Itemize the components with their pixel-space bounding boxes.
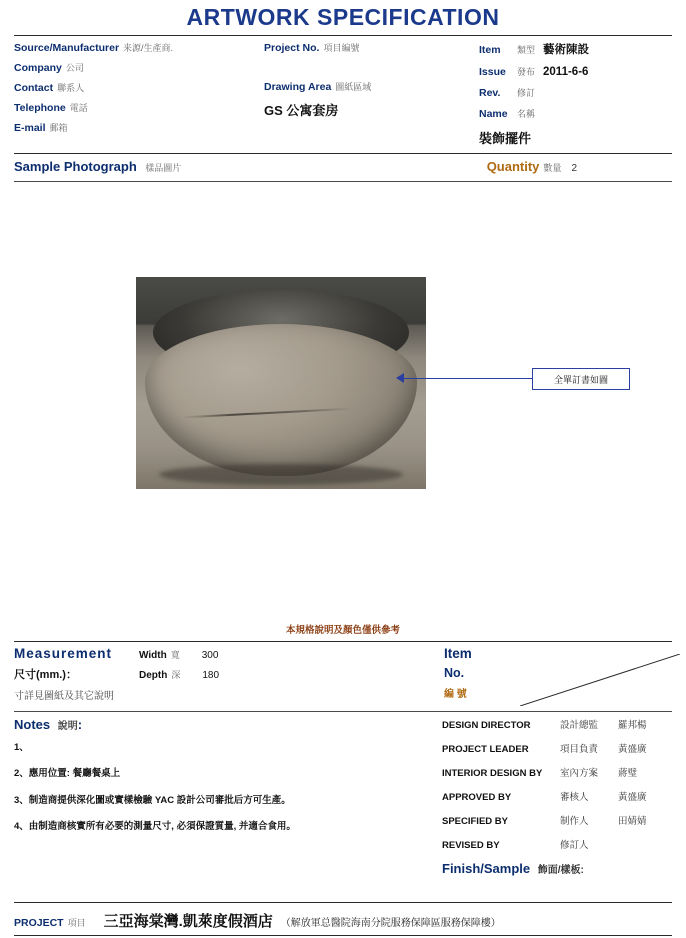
signature-label: SPECIFIED BY (442, 816, 508, 827)
field-telephone (14, 101, 264, 114)
document-title-bar (14, 0, 672, 33)
width-label: Width (139, 650, 167, 661)
section-title-label: Sample Photograph (14, 159, 137, 174)
spacer (264, 61, 479, 80)
header-info-block (14, 36, 672, 151)
field-contact (14, 81, 264, 94)
signature-label-cn: 室內方案 (560, 768, 599, 779)
notes-column (14, 717, 442, 876)
field-label: Contact (14, 82, 54, 94)
footer-project-label-cn: 項目 (67, 918, 86, 928)
measurement-depth-row (14, 666, 444, 682)
signature-row-specified-by (442, 813, 672, 827)
field-label-cn: 類型 (517, 45, 536, 55)
field-label-cn: 圖紙區域 (335, 82, 372, 92)
depth-value: 180 (202, 670, 220, 681)
field-label: Name (479, 108, 508, 120)
quantity-value: 2 (571, 163, 577, 174)
callout-leader-line (399, 378, 532, 379)
measurement-width-row (14, 646, 444, 661)
signature-value: 黃盛廣 (618, 792, 647, 803)
finish-sample-row (442, 861, 672, 876)
field-label-cn: 修訂 (517, 88, 536, 98)
field-label: Rev. (479, 87, 501, 99)
item-no-label-cn: 編 號 (444, 689, 467, 700)
section-title-label-cn: 樣品圖片 (145, 163, 182, 173)
field-label: Item (479, 44, 501, 56)
finish-sample-label-cn: 飾面/樣板: (537, 865, 584, 876)
signature-row-interior-design-by (442, 765, 672, 779)
signature-label-cn: 制作人 (560, 816, 589, 827)
depth-label: Depth (139, 670, 168, 681)
measurement-note: 寸詳見圖紙及其它說明 (14, 691, 114, 702)
disclaimer-note: 本規格說明及顏色僅供參考 (285, 625, 400, 636)
field-rev (479, 86, 672, 99)
field-label-cn: 名稱 (517, 109, 536, 119)
quantity-label: Quantity (486, 159, 540, 174)
sample-photo-image (136, 277, 426, 489)
sample-photograph-title (14, 158, 181, 176)
field-label-cn: 項目編號 (323, 43, 360, 53)
field-label-cn: 公司 (65, 63, 84, 73)
item-name-value: 裝飾擺件 (479, 131, 532, 146)
signature-label: REVISED BY (442, 840, 500, 851)
signature-row-approved-by (442, 789, 672, 803)
drawing-area-value: GS 公寓套房 (264, 103, 339, 118)
measurement-block (14, 642, 672, 709)
field-item (479, 41, 672, 57)
quantity-label-cn: 數量 (543, 163, 562, 173)
width-value: 300 (201, 650, 219, 661)
field-label: Drawing Area (264, 81, 332, 93)
field-label: Issue (479, 66, 506, 78)
field-label: Project No. (264, 42, 320, 54)
header-column-project (264, 41, 479, 147)
field-label-cn: 發布 (517, 67, 536, 77)
finish-sample-label: Finish/Sample (442, 861, 531, 876)
notes-title-en: Notes (14, 717, 51, 732)
signature-value: 蔣璧 (618, 768, 638, 779)
field-label: Telephone (14, 102, 66, 114)
page-title: ARTWORK SPECIFICATION (186, 4, 500, 30)
bowl-body (145, 324, 418, 477)
signature-value: 田婧婧 (618, 816, 647, 827)
signature-label: PROJECT LEADER (442, 744, 529, 755)
notes-title-cn: 說明 (57, 721, 78, 732)
diagonal-strike-line (520, 654, 680, 706)
header-column-source (14, 41, 264, 147)
sample-photograph-row (14, 154, 672, 179)
signature-label-cn: 設計總監 (560, 720, 599, 731)
field-label-cn: 聯系人 (57, 83, 85, 93)
field-drawing-area (264, 80, 479, 93)
signature-label-cn: 項目負責 (560, 744, 599, 755)
signature-row-design-director (442, 717, 672, 731)
field-label-cn: 電話 (69, 103, 88, 113)
bowl-crack-detail (183, 408, 352, 419)
field-name (479, 107, 672, 120)
signature-label: INTERIOR DESIGN BY (442, 768, 543, 779)
callout-note-box (532, 368, 630, 390)
measurement-note-row (14, 687, 444, 702)
note-item: 1、 (14, 742, 29, 753)
signature-label-cn: 修訂人 (560, 840, 589, 851)
field-value: 2011-6-6 (543, 66, 589, 78)
signature-label-cn: 審核人 (560, 792, 589, 803)
notes-title-colon: : (77, 717, 83, 732)
footer-project-label: PROJECT (14, 917, 64, 929)
field-company (14, 61, 264, 74)
photo-area (14, 182, 672, 622)
field-label-cn: 郵箱 (49, 123, 68, 133)
measurement-right (444, 646, 672, 707)
field-issue (479, 65, 672, 78)
callout-note-text: 全單訂書如圖 (553, 374, 608, 385)
signature-column (442, 717, 672, 876)
signature-row-revised-by (442, 837, 672, 851)
notes-title (14, 717, 442, 732)
notes-signature-block (14, 712, 672, 876)
signature-label: DESIGN DIRECTOR (442, 720, 531, 731)
item-no-label: No. (444, 666, 465, 680)
footer-project-row (14, 903, 672, 935)
page-footer (14, 902, 672, 938)
footer-project-subtitle: （解放軍总醫院海南分院服務保障區服務保障樓） (280, 918, 501, 929)
field-value: 藝術陳設 (543, 44, 590, 56)
header-column-item (479, 41, 672, 147)
item-title-label: Item (444, 646, 472, 661)
note-item: 3、制造商提供深化圖或實樣檢驗 YAC 設計公司審批后方可生產。 (14, 794, 291, 806)
signature-value: 黃盛廣 (618, 744, 647, 755)
field-source-manufacturer (14, 41, 264, 54)
measurement-sub-label: 尺寸(mm.)： (14, 669, 77, 681)
field-email (14, 121, 264, 134)
note-item: 2、應用位置: 餐廳餐桌上 (14, 768, 121, 780)
width-label-cn: 寬 (170, 650, 180, 660)
measurement-title: Measurement (14, 646, 113, 661)
field-label: E-mail (14, 122, 46, 134)
signature-value: 羅邦楊 (618, 720, 647, 731)
footer-project-name: 三亞海棠灣.凱萊度假酒店 (103, 913, 273, 930)
field-label: Source/Manufacturer (14, 42, 120, 54)
signature-row-project-leader (442, 741, 672, 755)
depth-label-cn: 深 (171, 670, 181, 680)
measurement-left (14, 646, 444, 707)
field-label: Company (14, 62, 62, 74)
field-label-cn: 来源/生產商. (123, 43, 174, 53)
quantity-block (487, 159, 577, 174)
note-item: 4、由制造商核實所有必要的測量尺寸, 必須保證質量, 并適合食用。 (14, 821, 296, 833)
signature-label: APPROVED BY (442, 792, 512, 803)
bowl-shadow (159, 464, 403, 485)
field-project-no (264, 41, 479, 54)
